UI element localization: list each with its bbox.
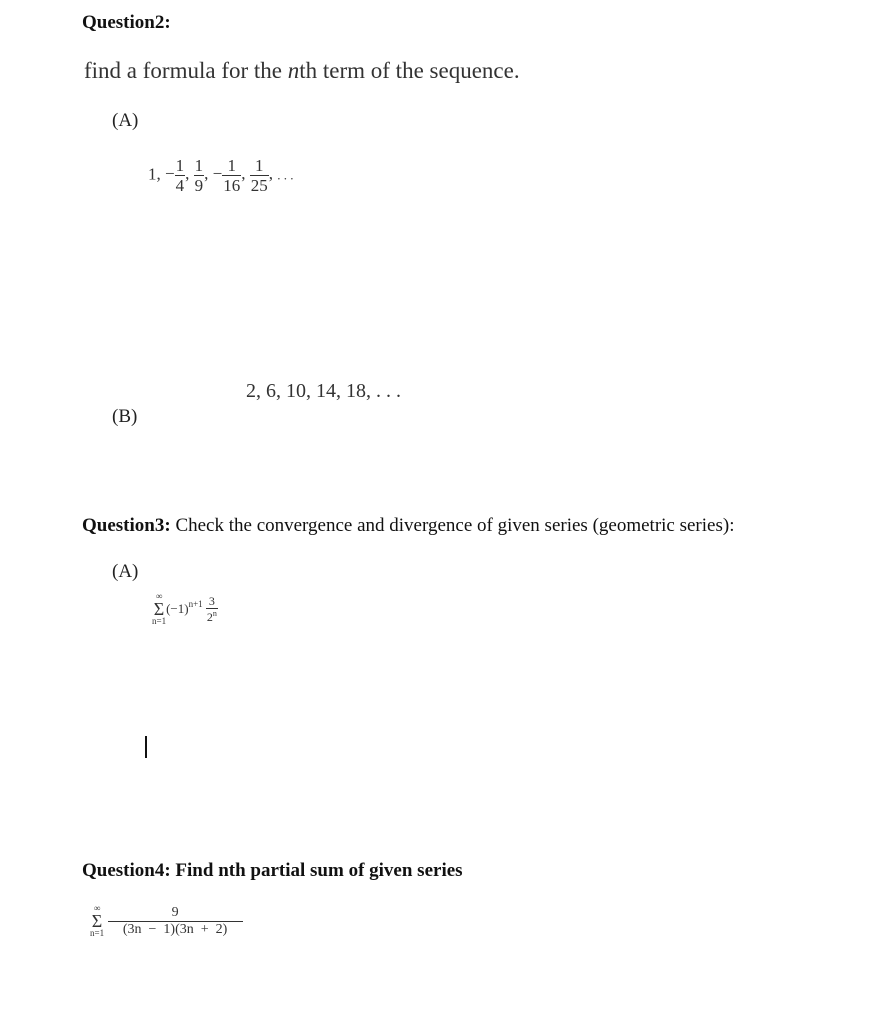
sequence-term: − $\frac{1}{16}$ , [212,156,246,195]
q3-series [152,592,218,626]
sequence-term: − $\frac{1}{4}$ , [165,156,190,195]
question3-title: Question3: [82,515,171,536]
question4-title: Question4: Find nth partial sum of given series [82,860,463,881]
series-fraction: $\frac{9}{(3n - 1)(3n + 2)}$ [108,906,243,937]
question2-prompt [84,58,520,84]
question3-text: Check the convergence and divergence of given series (geometric series): [170,515,735,536]
sequence-first-term: 1, [148,164,165,184]
sequence-term: $\frac{1}{25}$ , [250,156,273,195]
q2-part-b-sequence: 2, 6, 10, 14, 18, . . . [246,380,401,402]
summation-sign: ∞ Σ n=1 [152,591,167,627]
q4-series [90,904,243,938]
sequence-ellipsis: . . . [277,167,294,183]
summation-sign: ∞ Σ n=1 [90,903,105,939]
series-base: (−1) [166,601,189,617]
text-cursor[interactable] [145,736,147,758]
series-exponent: n+1 [188,598,203,609]
question3-heading [82,515,734,537]
q3-part-a-label: (A) [112,561,139,582]
prompt-text-post: th term of the sequence. [299,58,520,83]
sequence-term: $\frac{1}{9}$ , [194,156,209,195]
prompt-text-pre: find a formula for the [84,58,288,83]
q2-part-a-sequence [148,157,293,194]
series-fraction: $\frac{3}{2^n}$ [206,594,217,625]
question2-title: Question2: [82,12,171,33]
prompt-variable: n [287,58,300,83]
q2-part-a-label: (A) [112,110,139,131]
q2-part-b-label: (B) [112,406,138,427]
